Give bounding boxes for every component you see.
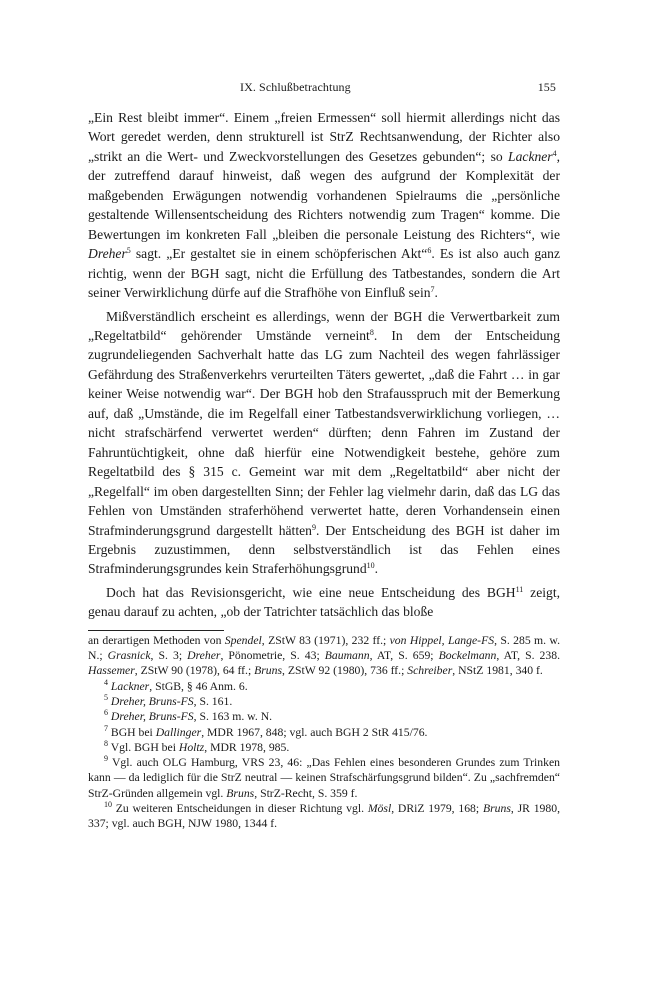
footnote: $^6$ Dreher, Bruns-FS, S. 163 m. w. N. — [104, 708, 273, 724]
book-page — [88, 80, 560, 832]
footnote: $^5$ Dreher, Bruns-FS, S. 161. — [104, 692, 233, 708]
footnote: $^8$ Vgl. BGH bei Holtz, MDR 1978, 985. — [104, 738, 290, 754]
footnotes — [88, 630, 560, 832]
running-head — [88, 80, 560, 96]
footnote-rule — [88, 630, 224, 631]
paragraph: „Ein Rest bleibt immer“. Einem „freien Ermessen“ soll hiermit allerdings nicht das Wort geredet werden, denn strukturell ist StrZ Rechtsanwendung, der Richter also „strikt an die Wert- und Zweckvorstellungen des Gesetzes gebunden“; so Lackner$^4$, der zutreffend darauf hinweist, daß wegen des aufgrund der Komplexität der maßgebenden Erwägungen notwendig vorhandenen Spielraums die „persönliche gestaltende Willensentscheidung des Richters notwendig zum Tragen“ komme. Die Bewertungen im konkreten Fall „bleiben die personale Leistung des Richters“, wie Dreher$^5$ sagt. „Er gestaltet sie in einem schöpferischen Akt“$^6$. Es ist also auch ganz richtig, wenn der BGH sagt, nicht die Erfüllung des Tatbestandes, sondern die Art seiner Verwirklichung dürfe auf die Strafhöhe von Einfluß sein$^7$. — [88, 110, 560, 301]
main-text — [88, 108, 560, 622]
page-number: 155 — [537, 80, 556, 94]
paragraph: Doch hat das Revisionsgericht, wie eine neue Entscheidung des BGH$^{11}$ zeigt, genau darauf zu achten, „ob der Tatrichter tatsächlich das bloße — [88, 584, 560, 620]
footnote: $^7$ BGH bei Dallinger, MDR 1967, 848; vgl. auch BGH 2 StR 415/76. — [104, 723, 428, 739]
footnote-continuation: an derartigen Methoden von Spendel, ZStW 83 (1971), 232 ff.; von Hippel, Lange-FS, S. 285 m. w. N.; Grasnick, S. 3; Dreher, Pönometrie, S. 43; Baumann, AT, S. 659; Bockelmann, AT, S. 238. Hassemer, ZStW 90 (1978), 64 ff.; Bruns, ZStW 92 (1980), 736 ff.; Schreiber, NStZ 1981, 340 f. — [88, 633, 561, 678]
footnote: $^9$ Vgl. auch OLG Hamburg, VRS 23, 46: „Das Fehlen eines besonderen Grundes zum Trinken kann — da lediglich für die StrZ neutral — keinen Strafschärfungsgrund bilden“. Zu „sachfremden“ StrZ-Gründen allgemein vgl. Bruns, StrZ-Recht, S. 359 f. — [88, 754, 560, 800]
footnote: $^4$ Lackner, StGB, § 46 Anm. 6. — [104, 677, 248, 693]
footnote: $^{10}$ Zu weiteren Entscheidungen in dieser Richtung vgl. Mösl, DRiZ 1979, 168; Bruns, JR 1980, 337; vgl. auch BGH, NJW 1980, 1344 f. — [88, 800, 560, 831]
paragraph: Mißverständlich erscheint es allerdings, wenn der BGH die Verwertbarkeit zum „Regeltatbild“ gehörender Umstände verneint$^8$. In dem der Entscheidung zugrundeliegenden Sachverhalt hatte das LG zum Nachteil des wegen fahrlässiger Gefährdung des Straßenverkehrs verurteilten Täters gewertet, „daß die Fahrt … in gar keiner Weise notwendig war“. Der BGH hob den Strafausspruch mit der Bemerkung auf, daß „Umstände, die im Regelfall einer Tatbestandsverwirklichung vorliegen, … nicht strafschärfend verwertet werden“ dürften; denn Fahren im Zustand der Fahruntüchtigkeit, ohne daß hierfür eine Notwendigkeit bestehe, gehöre zum Regeltatbild des § 315 c. Gemeint war mit dem „Regeltatbild“ aber nicht der „Regelfall“ im oben dargestellten Sinn; der Fehler lag vielmehr darin, daß das LG das Fehlen von Umständen straferhöhend verwertet hatte, deren Vorhandensein einen Strafminderungsgrund dargestellt hätten$^9$. Der Entscheidung des BGH ist daher im Ergebnis zuzustimmen, denn selbstverständlich ist das Fehlen eines Strafminderungsgrundes kein Straferhöhungsgrund$^{10}$. — [88, 308, 560, 577]
section-title: IX. Schlußbetrachtung — [240, 80, 351, 94]
